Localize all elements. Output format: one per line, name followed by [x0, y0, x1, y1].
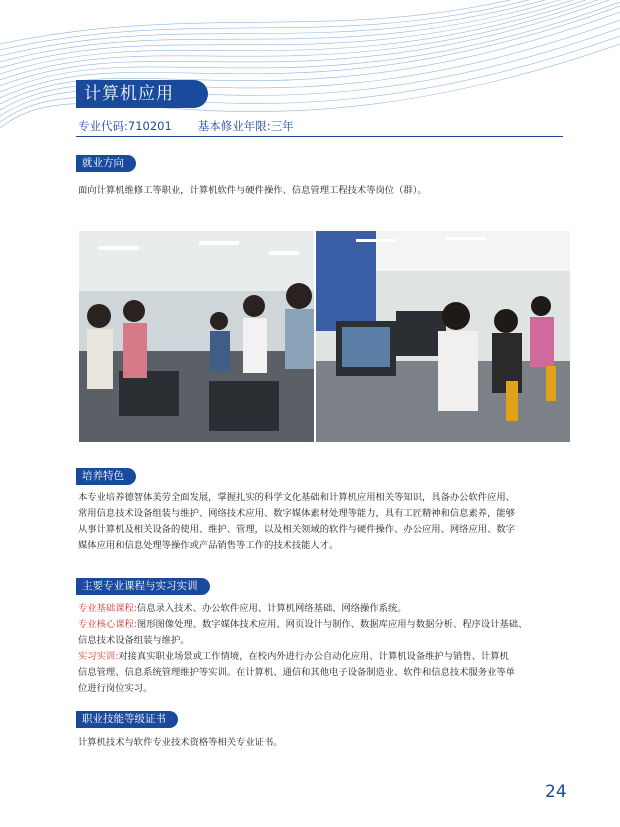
- training-text: [78, 490, 568, 554]
- basic-courses-label: 专业基础课程:: [78, 603, 137, 614]
- header-divider: [76, 136, 563, 137]
- core-courses-line: [78, 617, 568, 633]
- practice-line: [78, 649, 568, 665]
- training-line: 从事计算机及相关设备的使用、维护、管理，以及相关领域的软件与硬件操作、办公应用、网络应用、数字: [78, 524, 515, 535]
- program-code: 专业代码:710201: [78, 119, 172, 133]
- program-duration: 基本修业年限:三年: [197, 119, 294, 133]
- core-courses-text-cont: 信息技术设备组装与维护。: [78, 635, 190, 646]
- practice-text-cont: 位进行岗位实习。: [78, 683, 153, 694]
- courses-text: [78, 601, 568, 697]
- training-line: 本专业培养德智体美劳全面发展，掌握扎实的科学文化基础和计算机应用相关等知识，具备办公软件应用、: [78, 492, 515, 503]
- page-title: 计算机应用: [76, 80, 208, 108]
- training-line: 媒体应用和信息处理等操作或产品销售等工作的技术技能人才。: [78, 540, 339, 551]
- core-courses-label: 专业核心课程:: [78, 619, 137, 630]
- classroom-photo-left: [79, 231, 314, 442]
- program-meta: [78, 118, 294, 134]
- section-heading-training: 培养特色: [76, 468, 136, 485]
- section-heading-certificates: 职业技能等级证书: [76, 711, 178, 728]
- certificates-text: 计算机技术与软件专业技术资格等相关专业证书。: [78, 737, 283, 748]
- practice-label: 实习实训:: [78, 651, 119, 662]
- training-line: 常用信息技术设备组装与维护、网络技术应用、数字媒体素材处理等能力，具有工匠精神和信息素养，能够: [78, 508, 515, 519]
- core-courses-text: 图形图像处理、数字媒体技术应用、网页设计与制作、数据库应用与数据分析、程序设计基础、: [136, 619, 528, 630]
- practice-text-cont: 信息管理、信息系统管理维护等实训。在计算机、通信和其他电子设备制造业、软件和信息技术服务业等单: [78, 667, 515, 678]
- basic-courses-text: 信息录入技术、办公软件应用、计算机网络基础、网络操作系统。: [136, 603, 407, 614]
- practice-text: 对接真实职业场景或工作情境，在校内外进行办公自动化应用、计算机设备维护与销售、计算机: [118, 651, 509, 662]
- section-heading-employment: 就业方向: [76, 155, 136, 172]
- basic-courses-line: [78, 601, 568, 617]
- page-number: 24: [545, 782, 567, 802]
- section-heading-courses: 主要专业课程与实习实训: [76, 578, 210, 595]
- employment-text: 面向计算机维修工等职业，计算机软件与硬件操作、信息管理工程技术等岗位（群）。: [78, 185, 427, 196]
- classroom-photo-right: [316, 231, 570, 442]
